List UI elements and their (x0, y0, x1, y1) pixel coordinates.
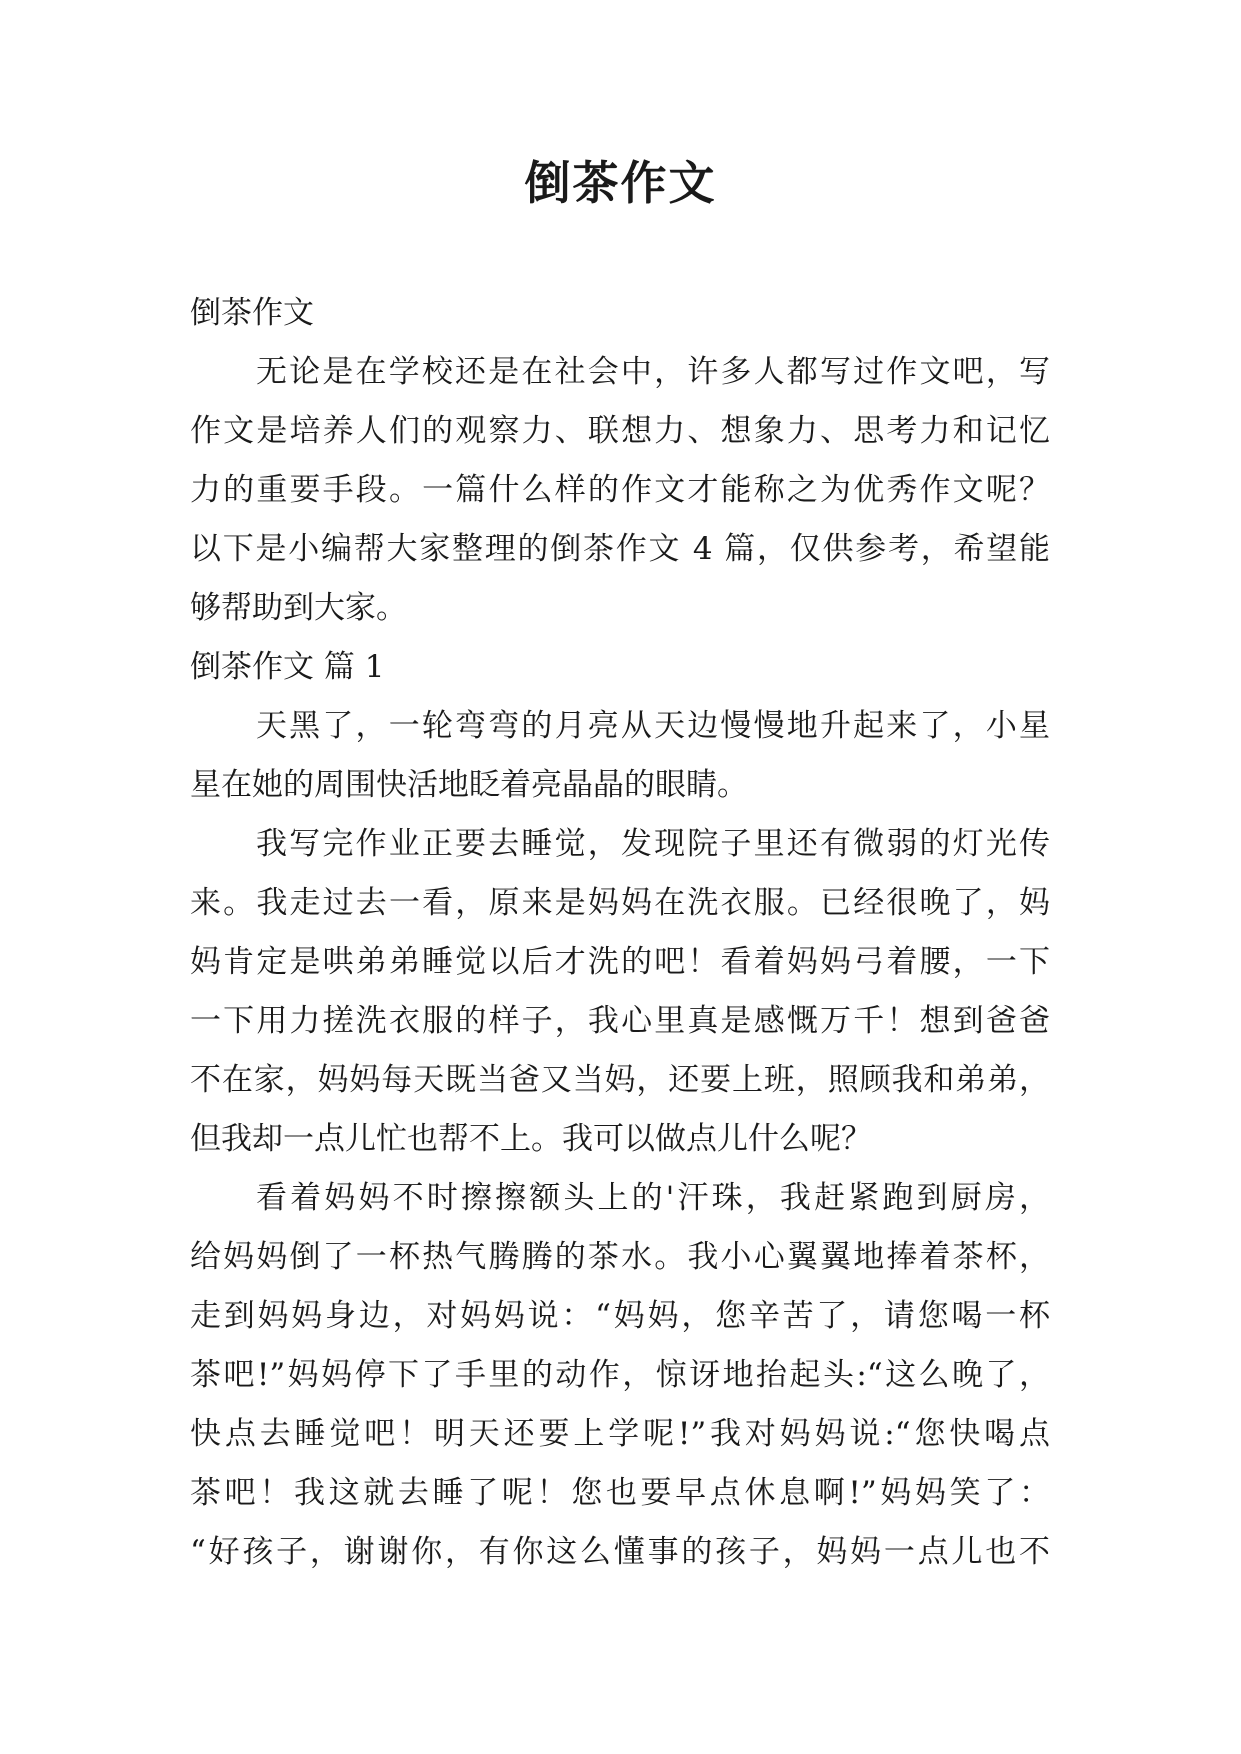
text-line: 妈肯定是哄弟弟睡觉以后才洗的吧！看着妈妈弓着腰，一下 (190, 944, 1050, 980)
document-body (190, 284, 1050, 1582)
text-line: 以下是小编帮大家整理的倒茶作文 4 篇，仅供参考，希望能 (190, 531, 1050, 567)
text-line: 茶吧!”妈妈停下了手里的动作，惊讶地抬起头:“这么晚了， (190, 1357, 1050, 1393)
text-line: 力的重要手段。一篇什么样的作文才能称之为优秀作文呢？ (190, 472, 1050, 508)
text-line: 来。我走过去一看，原来是妈妈在洗衣服。已经很晚了，妈 (190, 885, 1050, 921)
text-line: 不在家，妈妈每天既当爸又当妈，还要上班，照顾我和弟弟， (190, 1062, 1050, 1098)
text-line: 茶吧！我这就去睡了呢！您也要早点休息啊!”妈妈笑了： (190, 1475, 1050, 1511)
text-line: 星在她的周围快活地眨着亮晶晶的眼睛。 (190, 767, 748, 803)
text-line: 看着妈妈不时擦擦额头上的'汗珠，我赶紧跑到厨房， (256, 1180, 1050, 1216)
text-line: 作文是培养人们的观察力、联想力、想象力、思考力和记忆 (190, 413, 1050, 449)
text-line: 给妈妈倒了一杯热气腾腾的茶水。我小心翼翼地捧着茶杯， (190, 1239, 1050, 1275)
text-line: “好孩子，谢谢你，有你这么懂事的孩子，妈妈一点儿也不 (190, 1534, 1050, 1570)
text-line: 倒茶作文 篇 1 (190, 649, 385, 685)
text-line: 天黑了，一轮弯弯的月亮从天边慢慢地升起来了，小星 (256, 708, 1050, 744)
text-line: 无论是在学校还是在社会中，许多人都写过作文吧，写 (256, 354, 1050, 390)
document-title: 倒茶作文 (524, 156, 717, 210)
text-line: 我写完作业正要去睡觉，发现院子里还有微弱的灯光传 (256, 826, 1050, 862)
text-line: 倒茶作文 (190, 295, 314, 331)
text-line: 够帮助到大家。 (190, 590, 407, 626)
text-line: 但我却一点儿忙也帮不上。我可以做点儿什么呢？ (190, 1121, 872, 1157)
text-line: 快点去睡觉吧！明天还要上学呢!”我对妈妈说:“您快喝点 (190, 1416, 1050, 1452)
text-line: 走到妈妈身边，对妈妈说：“妈妈，您辛苦了，请您喝一杯 (190, 1298, 1050, 1334)
text-line: 一下用力搓洗衣服的样子，我心里真是感慨万千！想到爸爸 (190, 1003, 1050, 1039)
